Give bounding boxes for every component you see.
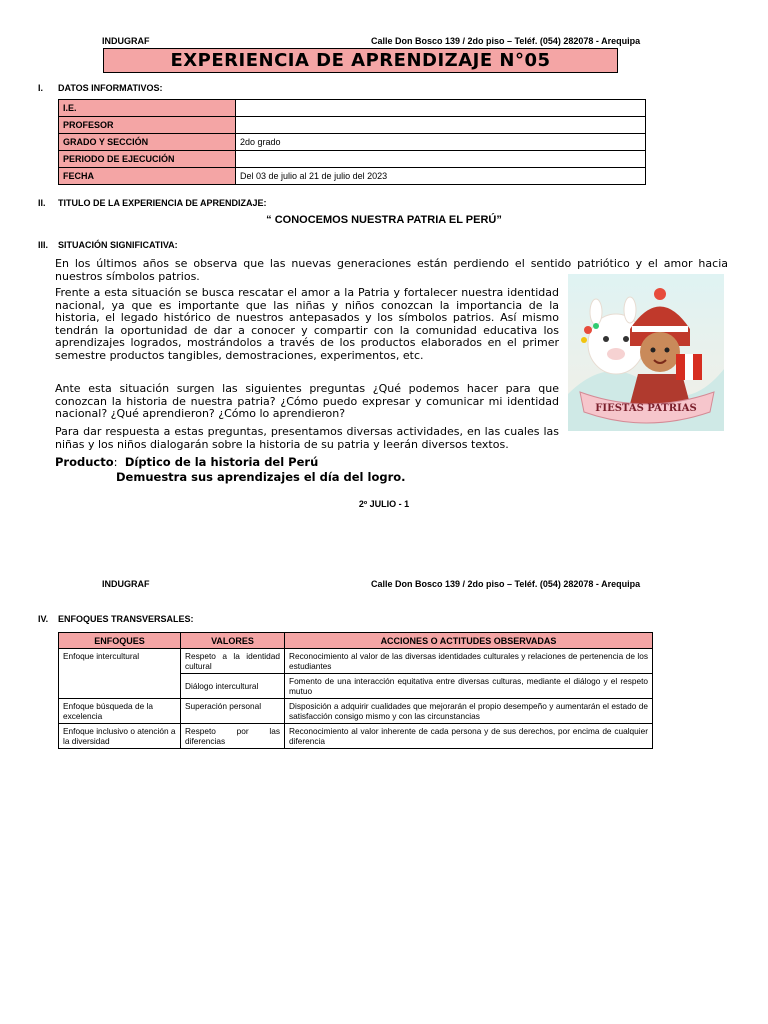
table-row: [59, 699, 653, 724]
section-label: ENFOQUES TRANSVERSALES:: [58, 614, 194, 624]
table-row: [59, 649, 653, 674]
enfoque-cell: Enfoque búsqueda de la excelencia: [59, 699, 181, 724]
table-row: [59, 134, 646, 151]
demuestra-line: Demuestra sus aprendizajes el día del logro.: [116, 470, 406, 484]
section-label: SITUACIÓN SIGNIFICATIVA:: [58, 240, 178, 250]
paragraph-2: Frente a esta situación se busca rescatar el amor a la Patria y fortalecer nuestra identidad nacional, ya que es importante que las niñas y niños conozcan la importancia de la historia, el legado histórico de nuestros antepasados y los símbolos patrios. Así mismo tendrán la oportunidad de dar a conocer y compartir con la comunidad educativa los aprendizajes logrados, mostrándolos a través de los productos elaborados en el primer semestre productos tangibles, demostraciones, experimentos, etc.: [55, 286, 559, 362]
accion-cell: Fomento de una interacción equitativa entre diversas culturas, mediante el diálogo y el respeto mutuo: [285, 674, 653, 699]
info-value: Del 03 de julio al 21 de julio del 2023: [236, 168, 646, 185]
section-number: II.: [38, 198, 46, 208]
section-4-heading: [38, 614, 194, 624]
table-row: [59, 151, 646, 168]
info-label: GRADO Y SECCIÓN: [59, 134, 236, 151]
valor-cell: Diálogo intercultural: [181, 674, 285, 699]
section-number: I.: [38, 83, 44, 93]
enfoques-table: [58, 632, 653, 749]
table-row: [59, 100, 646, 117]
paragraph-3: Ante esta situación surgen las siguientes preguntas ¿Qué podemos hacer para que conozcan la historia de nuestra patria? ¿Cómo puedo expresar y comunicar mi identidad nacional? ¿Qué aprendieron? ¿Cómo lo aprendieron?: [55, 382, 559, 421]
info-value: [236, 100, 646, 117]
paragraph-1: En los últimos años se observa que las nuevas generaciones están perdiendo el sentido patriótico y el amor hacia nuestros símbolos patrios.: [55, 257, 728, 283]
info-label: I.E.: [59, 100, 236, 117]
info-label: FECHA: [59, 168, 236, 185]
enfoque-cell: Enfoque intercultural: [59, 649, 181, 699]
paragraph-4: Para dar respuesta a estas preguntas, presentamos diversas actividades, en las cuales las niñas y los niños dialogarán sobre la historia de su patria y leerán diversos textos.: [55, 425, 559, 451]
page-title: EXPERIENCIA DE APRENDIZAJE N°05: [103, 48, 618, 73]
header-company-2: INDUGRAF: [102, 579, 150, 589]
valor-cell: Respeto por las diferencias: [181, 724, 285, 749]
valor-cell: Respeto a la identidad cultural: [181, 649, 285, 674]
info-label: PERIODO DE EJECUCIÓN: [59, 151, 236, 168]
accion-cell: Disposición a adquirir cualidades que mejorarán el propio desempeño y aumentarán el estado de satisfacción consigo mismo y con las circunstancias: [285, 699, 653, 724]
table-row: [59, 724, 653, 749]
table-header-row: [59, 633, 653, 649]
accion-cell: Reconocimiento al valor inherente de cada persona y de sus derechos, por encima de cualquier diferencia: [285, 724, 653, 749]
info-value: [236, 151, 646, 168]
section-number: III.: [38, 240, 49, 250]
info-table: [58, 99, 646, 185]
column-header: VALORES: [181, 633, 285, 649]
valor-cell: Superación personal: [181, 699, 285, 724]
accion-cell: Reconocimiento al valor de las diversas identidades culturales y relaciones de pertenencia de los estudiantes: [285, 649, 653, 674]
section-3-heading: [38, 240, 178, 250]
page-footer: 2º JULIO - 1: [358, 499, 410, 509]
column-header: ENFOQUES: [59, 633, 181, 649]
table-row: [59, 168, 646, 185]
section-1-heading: [38, 83, 163, 93]
header-address-2: Calle Don Bosco 139 / 2do piso – Teléf. (054) 282078 - Arequipa: [371, 579, 641, 589]
header-company: INDUGRAF: [102, 36, 150, 46]
column-header: ACCIONES O ACTITUDES OBSERVADAS: [285, 633, 653, 649]
banner-text: FIESTAS PATRIAS: [595, 403, 697, 414]
section-label: DATOS INFORMATIVOS:: [58, 83, 163, 93]
producto-line: Producto: Díptico de la historia del Perú: [55, 455, 319, 469]
experience-title: “ CONOCEMOS NUESTRA PATRIA EL PERÚ”: [266, 214, 502, 226]
section-label: TITULO DE LA EXPERIENCIA DE APRENDIZAJE:: [58, 198, 267, 208]
producto-value: Díptico de la historia del Perú: [124, 455, 319, 469]
fiestas-patrias-illustration: [568, 274, 724, 431]
info-label: PROFESOR: [59, 117, 236, 134]
section-2-heading: [38, 198, 267, 208]
producto-label: Producto: [55, 455, 114, 469]
enfoque-cell: Enfoque inclusivo o atención a la diversidad: [59, 724, 181, 749]
section-number: IV.: [38, 614, 49, 624]
info-value: 2do grado: [236, 134, 646, 151]
info-value: [236, 117, 646, 134]
header-address: Calle Don Bosco 139 / 2do piso – Teléf. (054) 282078 - Arequipa: [371, 36, 641, 46]
table-row: [59, 117, 646, 134]
